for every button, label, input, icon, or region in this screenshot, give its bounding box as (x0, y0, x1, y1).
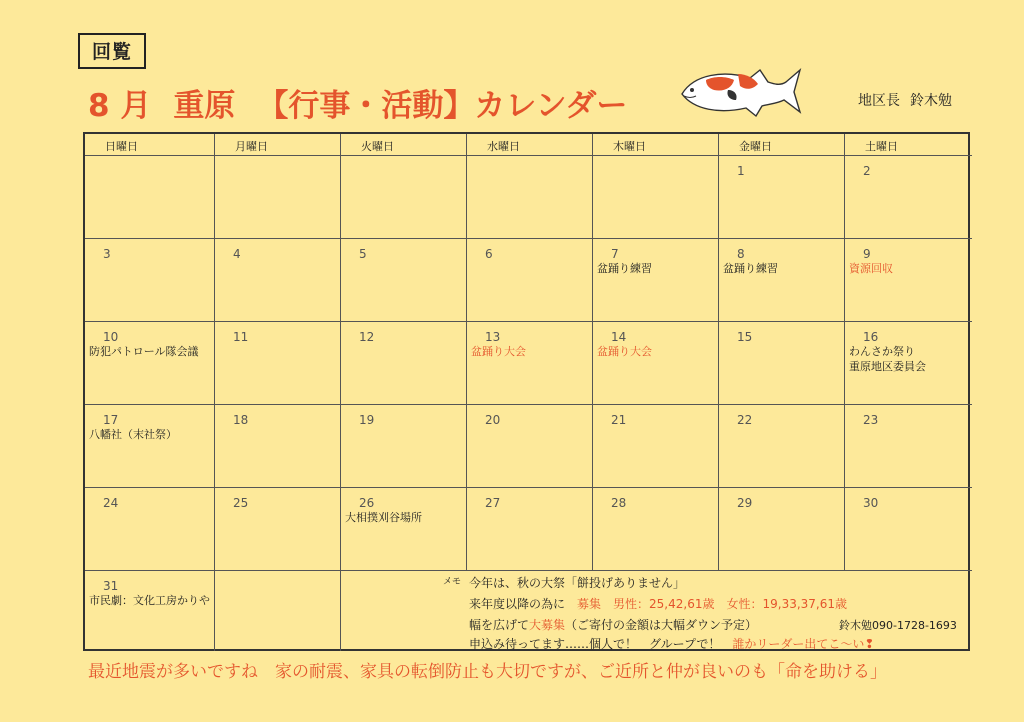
calendar-grid (83, 132, 970, 651)
event-list (345, 510, 422, 525)
day-number: 23 (863, 413, 879, 427)
event-item: 八幡社（末社祭） (89, 428, 177, 441)
day-number: 11 (233, 330, 249, 344)
memo-recruit-intro: 来年度以降の為に (469, 597, 566, 611)
day-cell (719, 405, 845, 488)
memo-donation-note: （ご寄付の金額は大幅ダウン予定） (565, 618, 758, 632)
day-number: 3 (103, 247, 111, 261)
weekday-header: 日曜日 (85, 134, 215, 156)
day-cell (719, 156, 845, 239)
day-cell (719, 322, 845, 405)
day-cell (845, 156, 972, 239)
memo-leader-call: 誰かリーダー出てこ〜い❢ (732, 637, 875, 651)
event-item: 市民劇：文化工房かりや (89, 594, 210, 607)
event-list (89, 593, 210, 608)
title-month: 8 月 (88, 88, 152, 124)
day-cell (593, 405, 719, 488)
title-area: 重原 (173, 88, 236, 124)
day-cell (845, 322, 972, 405)
day-cell (215, 322, 341, 405)
day-cell (341, 405, 467, 488)
day-cell (593, 156, 719, 239)
day-number: 4 (233, 247, 241, 261)
day-cell (85, 405, 215, 488)
event-item: 盆踊り大会 (471, 345, 526, 358)
day-cell (215, 571, 341, 651)
day-number: 13 (485, 330, 501, 344)
day-number: 1 (737, 164, 745, 178)
event-item: 防犯パトロール隊会議 (89, 345, 199, 358)
day-number: 16 (863, 330, 879, 344)
day-number: 14 (611, 330, 627, 344)
day-cell (85, 239, 215, 322)
day-number: 7 (611, 247, 619, 261)
memo-recruit-male: 男性：25,42,61歳 (613, 597, 715, 611)
day-cell (85, 488, 215, 571)
day-cell (467, 322, 593, 405)
day-number: 15 (737, 330, 753, 344)
day-number: 19 (359, 413, 375, 427)
day-number: 6 (485, 247, 493, 261)
memo-widen-intro: 幅を広げて (469, 618, 530, 632)
event-item: 大相撲刈谷場所 (345, 511, 422, 524)
koi-fish-icon (676, 60, 802, 120)
circulation-badge: 回覧 (78, 33, 146, 69)
day-number: 20 (485, 413, 501, 427)
event-item: 重原地区委員会 (849, 360, 926, 373)
day-number: 22 (737, 413, 753, 427)
event-list (89, 427, 177, 442)
day-cell (593, 322, 719, 405)
memo-line-apply (469, 635, 874, 652)
weekday-header: 月曜日 (215, 134, 341, 156)
day-cell (215, 239, 341, 322)
memo-line-widen (469, 616, 757, 633)
weekday-header: 水曜日 (467, 134, 593, 156)
leader-name: 鈴木勉 (910, 93, 952, 109)
day-number: 8 (737, 247, 745, 261)
weekday-header: 土曜日 (845, 134, 972, 156)
event-list (89, 344, 199, 359)
day-number: 18 (233, 413, 249, 427)
day-number: 5 (359, 247, 367, 261)
day-cell (845, 405, 972, 488)
leader-role: 地区長 (858, 93, 900, 109)
memo-contact: 鈴木勉090-1728-1693 (839, 619, 957, 632)
day-cell (85, 156, 215, 239)
title-rest: 【行事・活動】カレンダー (257, 88, 628, 124)
day-cell (593, 488, 719, 571)
day-number: 17 (103, 413, 119, 427)
day-cell (85, 322, 215, 405)
day-number: 28 (611, 496, 627, 510)
event-item: 盆踊り練習 (597, 262, 652, 275)
day-number: 9 (863, 247, 871, 261)
day-number: 27 (485, 496, 501, 510)
day-cell (719, 488, 845, 571)
day-number: 10 (103, 330, 119, 344)
day-cell (215, 156, 341, 239)
day-cell (467, 488, 593, 571)
memo-line-recruit (469, 595, 847, 612)
day-cell (85, 571, 215, 651)
event-list (723, 261, 778, 276)
weekday-header: 金曜日 (719, 134, 845, 156)
day-number: 24 (103, 496, 119, 510)
day-cell (341, 488, 467, 571)
event-list (471, 344, 526, 359)
day-cell (467, 239, 593, 322)
footer-message: 最近地震が多いですね 家の耐震、家具の転倒防止も大切ですが、ご近所と仲が良いのも「命を助ける」 (88, 662, 887, 682)
event-list (849, 344, 926, 374)
memo-recruit-female: 女性：19,33,37,61歳 (726, 597, 848, 611)
day-cell (341, 156, 467, 239)
event-item: 盆踊り練習 (723, 262, 778, 275)
weekday-header: 火曜日 (341, 134, 467, 156)
day-number: 31 (103, 579, 119, 593)
day-cell (467, 156, 593, 239)
page-title (88, 80, 627, 125)
day-cell (215, 488, 341, 571)
weekday-header: 木曜日 (593, 134, 719, 156)
day-cell (719, 239, 845, 322)
day-cell (845, 488, 972, 571)
day-number: 25 (233, 496, 249, 510)
day-cell (215, 405, 341, 488)
day-number: 30 (863, 496, 879, 510)
event-item: 資源回収 (849, 262, 893, 275)
event-list (597, 261, 652, 276)
day-cell (467, 405, 593, 488)
memo-recruit-word: 募集 (577, 597, 602, 611)
event-list (849, 261, 893, 276)
memo-big-recruit: 大募集 (529, 618, 566, 632)
day-number: 12 (359, 330, 375, 344)
day-cell (593, 239, 719, 322)
day-number: 2 (863, 164, 871, 178)
memo-apply-text: 申込み待ってます……個人で！ グループで！ (469, 637, 721, 651)
memo-area (341, 571, 972, 651)
event-list (597, 344, 652, 359)
day-number: 26 (359, 496, 375, 510)
event-item: 盆踊り大会 (597, 345, 652, 358)
day-cell (341, 322, 467, 405)
memo-label: メモ (443, 577, 462, 587)
day-number: 21 (611, 413, 627, 427)
day-cell (845, 239, 972, 322)
event-item: わんさか祭り (849, 345, 915, 358)
memo-line-festival: 今年は、秋の大祭「餅投げありません」 (469, 576, 686, 590)
district-leader (858, 90, 952, 110)
day-cell (341, 239, 467, 322)
day-number: 29 (737, 496, 753, 510)
